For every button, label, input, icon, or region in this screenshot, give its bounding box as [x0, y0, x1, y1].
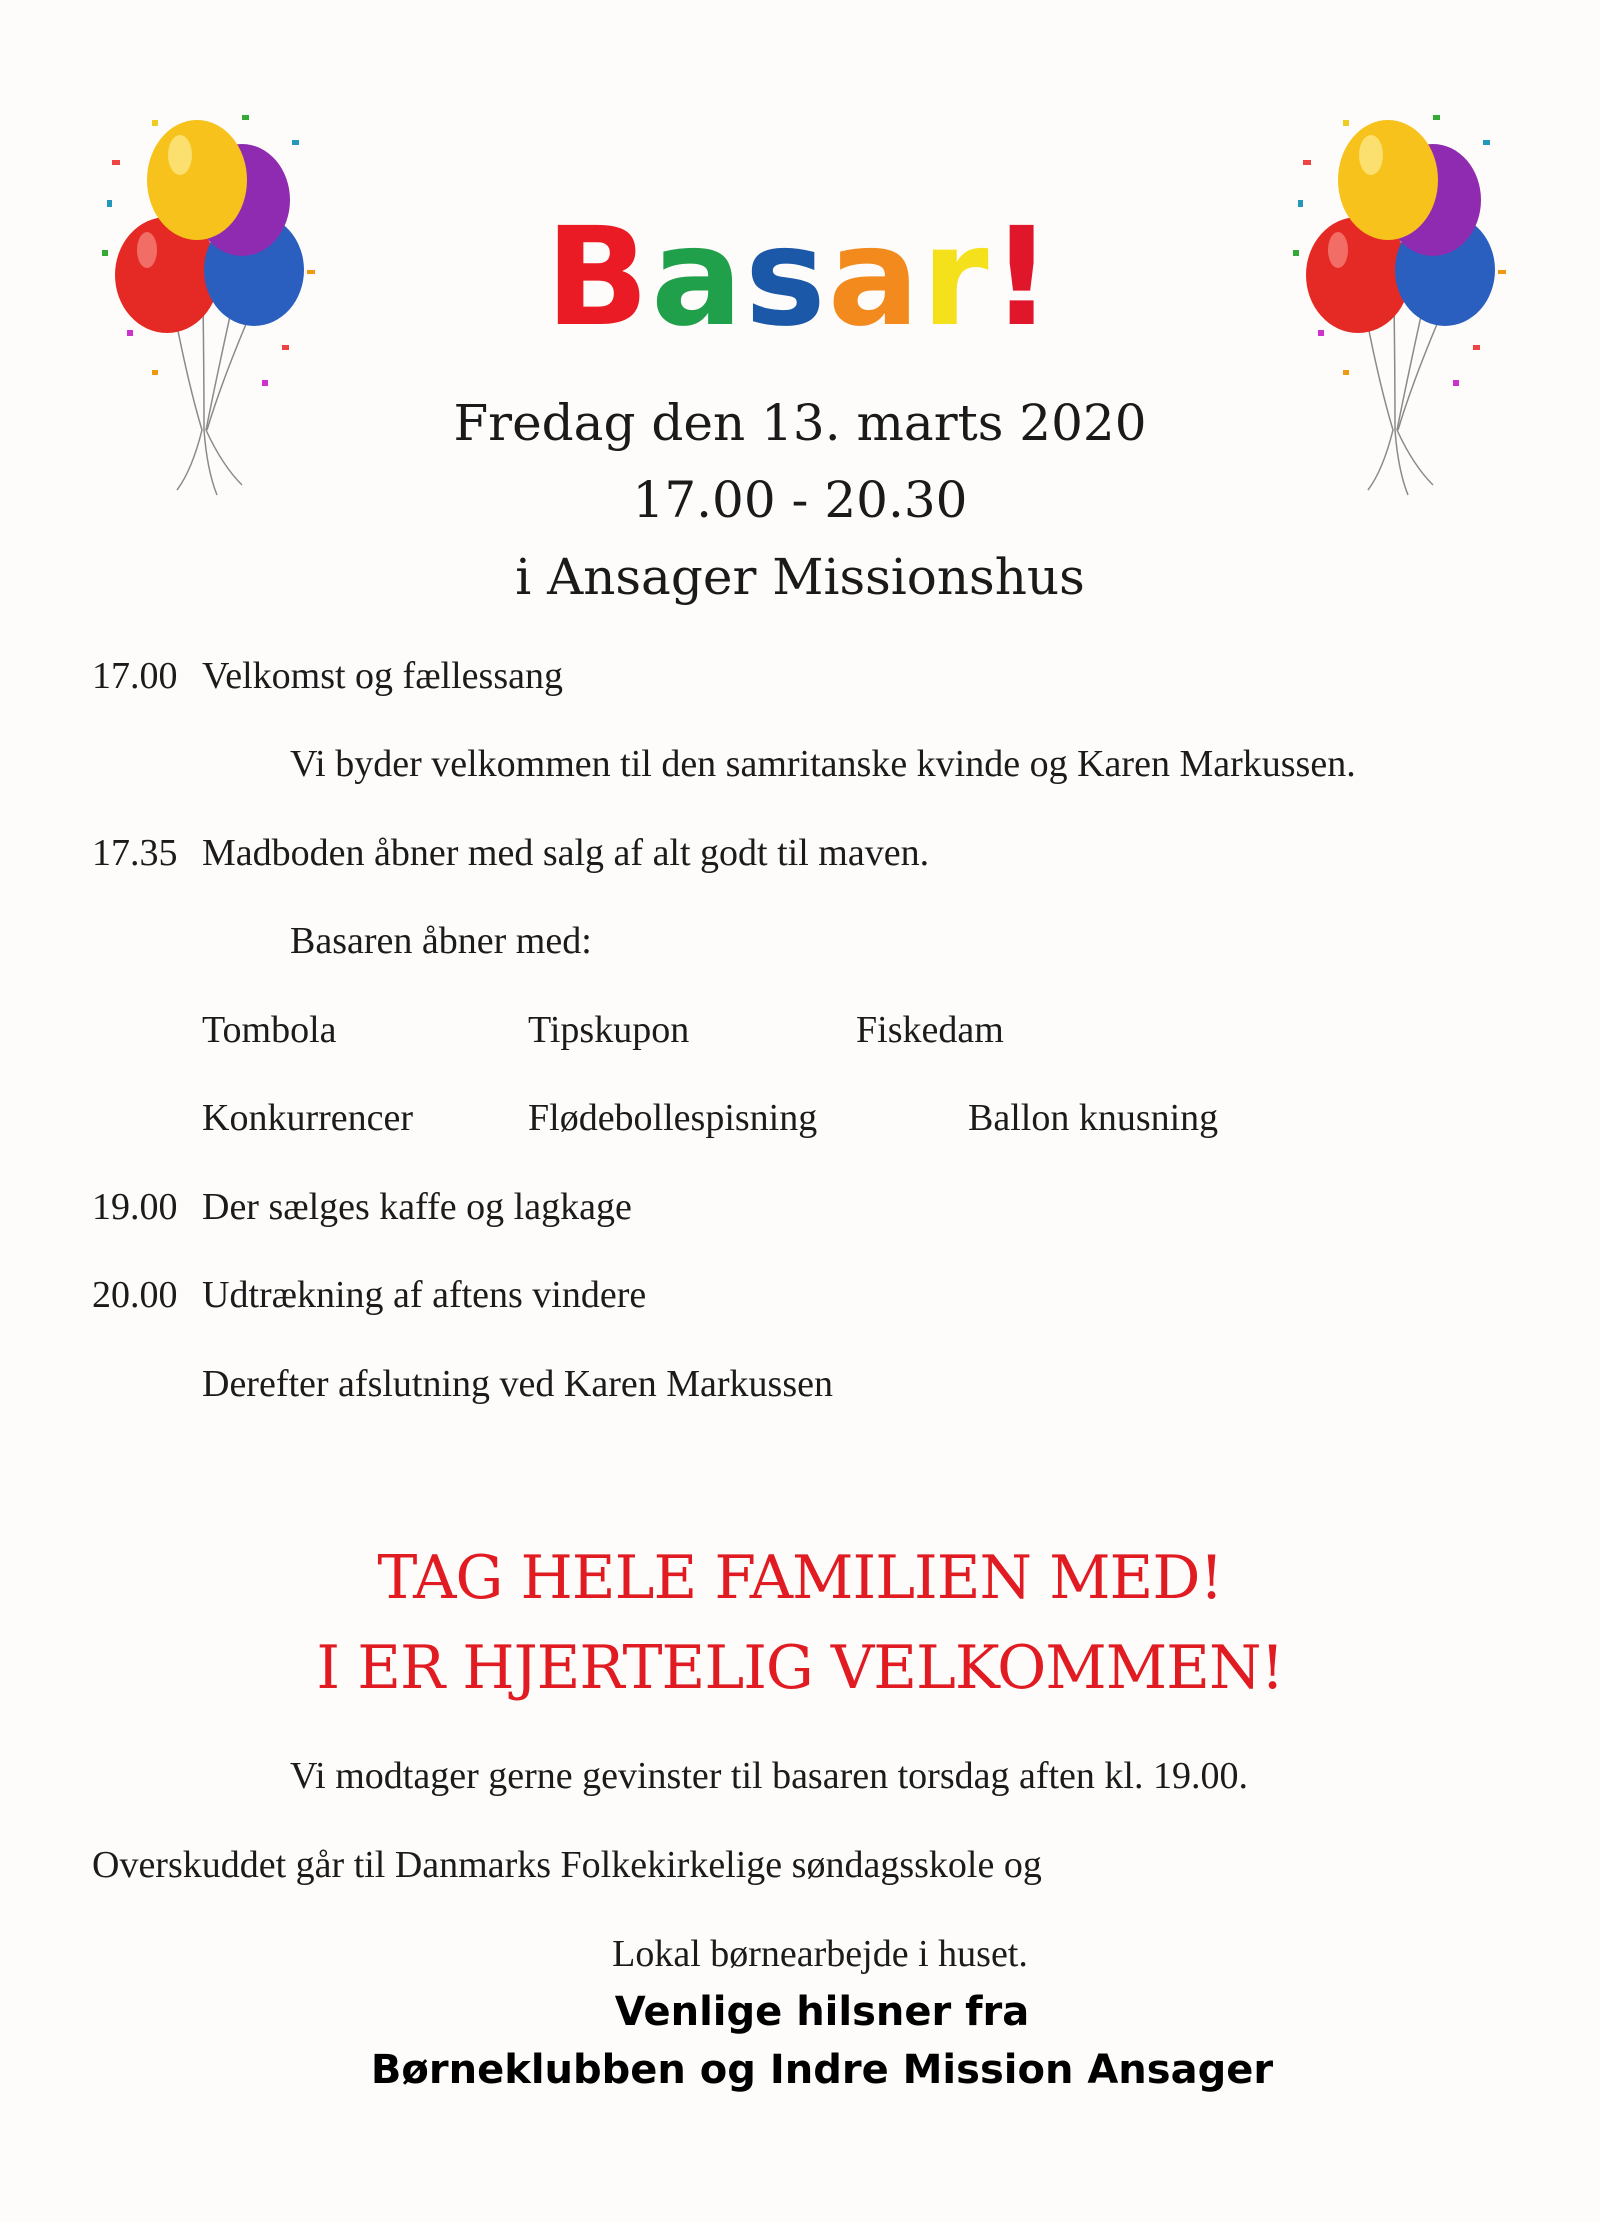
title-letter: B	[545, 199, 652, 357]
signature-org: Børneklubben og Indre Mission Ansager	[370, 2047, 1274, 2093]
activity-item: Tipskupon	[528, 1009, 690, 1051]
title-letter: a	[651, 199, 745, 357]
activity-item: Fiskedam	[856, 1009, 1004, 1051]
schedule-text: Madboden åbner med salg af alt godt til maven.	[202, 832, 930, 874]
activity-item: Tombola	[202, 1009, 337, 1051]
title-letter: r	[921, 199, 991, 357]
schedule-subtext: Derefter afslutning ved Karen Markussen	[202, 1363, 833, 1405]
proceeds-text: Overskuddet går til Danmarks Folkekirkelige søndagsskole og	[92, 1844, 1042, 1886]
title-letter: s	[744, 199, 828, 357]
schedule-text: Der sælges kaffe og lagkage	[202, 1186, 632, 1228]
title-letter: a	[827, 199, 922, 357]
local-text: Lokal børnearbejde i huset.	[612, 1933, 1028, 1975]
schedule-time: 17.00	[92, 655, 178, 697]
schedule-time: 17.35	[92, 832, 178, 874]
title-letter: !	[990, 199, 1055, 357]
schedule-time: 20.00	[92, 1274, 178, 1316]
activity-item: Konkurrencer	[202, 1097, 414, 1139]
activity-item: Ballon knusning	[968, 1097, 1219, 1139]
signature-greeting: Venlige hilsner fra	[614, 1989, 1030, 2035]
callout-line: TAG HELE FAMILIEN MED!	[377, 1543, 1223, 1613]
schedule-subtext: Basaren åbner med:	[290, 920, 592, 962]
event-place: i Ansager Missionshus	[515, 548, 1085, 606]
event-time: 17.00 - 20.30	[632, 471, 968, 529]
donations-text: Vi modtager gerne gevinster til basaren torsdag aften kl. 19.00.	[290, 1755, 1248, 1797]
schedule-time: 19.00	[92, 1186, 178, 1228]
schedule-text: Velkomst og fællessang	[202, 655, 563, 697]
event-date: Fredag den 13. marts 2020	[453, 394, 1147, 452]
page-title	[0, 199, 1600, 357]
schedule-text: Udtrækning af aftens vindere	[202, 1274, 647, 1316]
activity-item: Flødebollespisning	[528, 1097, 818, 1139]
schedule-subtext: Vi byder velkommen til den samritanske kvinde og Karen Markussen.	[290, 743, 1356, 785]
callout-line: I ER HJERTELIG VELKOMMEN!	[316, 1633, 1284, 1703]
